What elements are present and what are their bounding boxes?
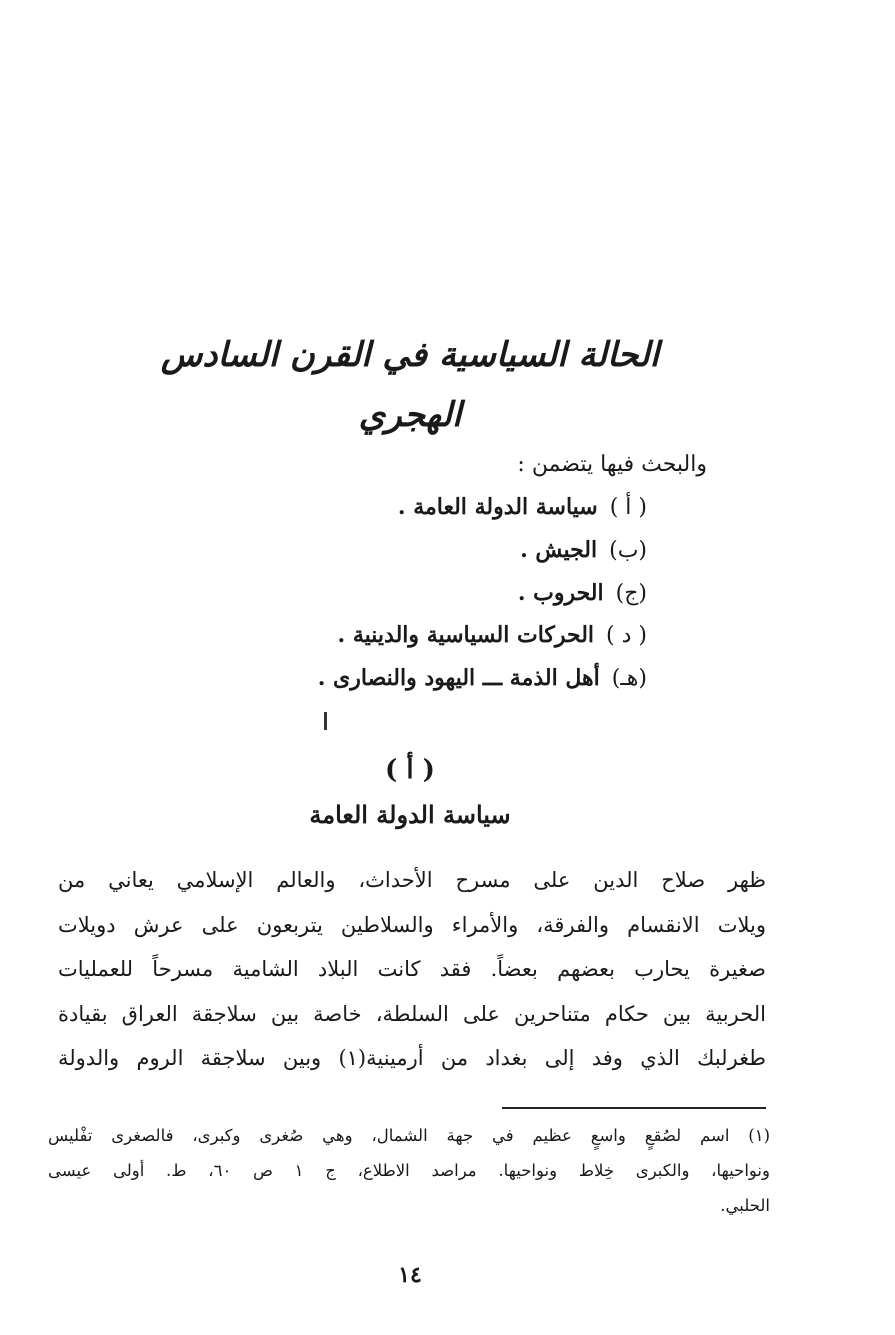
section-heading: سياسة الدولة العامة — [309, 800, 511, 829]
intro-line: والبحث فيها يتضمن : — [517, 452, 707, 477]
body-line: صغيرة يحارب بعضهم بعضاً. فقد كانت البلاد الشامية مسرحاً للعمليات — [58, 957, 766, 981]
footnote-line: الحلبي. — [720, 1196, 770, 1215]
body-line: ظهر صلاح الدين على مسرح الأحداث، والعالم الإسلامي يعاني من — [58, 868, 766, 892]
section-letter: ( أ ) — [385, 755, 435, 785]
toc-item-text: سياسة الدولة العامة . — [397, 494, 598, 520]
footnote-line: ونواحيها، والكبرى خِلاط ونواحيها. مراصد الاطلاع، ج ١ ص ٦٠، ط. أولى عيسى — [48, 1161, 770, 1180]
toc-item-mark: (هـ) — [611, 666, 647, 691]
page-number: ١٤ — [398, 1262, 422, 1288]
toc-item — [520, 535, 647, 566]
toc-item-mark: (ب) — [609, 538, 647, 563]
chapter-title: الحالة السياسية في القرن السادس الهجري — [160, 335, 660, 435]
body-line: ويلات الانقسام والفرقة، والأمراء والسلاطين يتربعون على عرش دويلات — [58, 912, 766, 937]
toc-item-mark: ( أ ) — [609, 495, 647, 520]
body-paragraph — [58, 858, 766, 1081]
footnote — [48, 1118, 770, 1223]
footnote-divider — [502, 1107, 766, 1109]
toc-item-mark: ( د ) — [606, 623, 647, 648]
toc-item — [338, 620, 647, 651]
body-line: طغرلبك الذي وفد إلى بغداد من أرمينية(١) وبين سلاجقة الروم والدولة — [58, 1046, 766, 1070]
toc-item-mark: (ج) — [615, 581, 647, 606]
toc-item — [398, 492, 647, 523]
toc-item — [518, 578, 647, 609]
toc-item — [318, 663, 647, 694]
body-line: الحربية بين حكام متناحرين على السلطة، خاصة بين سلاجقة العراق بقيادة — [58, 1001, 766, 1026]
toc-item-text: الحركات السياسية والدينية . — [337, 622, 595, 648]
footnote-line: (١) اسم لصُقعٍ واسعٍ عظيم في جهة الشمال، وهي صُغرى وكبرى، فالصغرى تفْليس — [48, 1126, 770, 1145]
scan-mark — [324, 712, 327, 730]
toc-item-text: الحروب . — [517, 580, 604, 606]
toc-item-text: الجيش . — [520, 537, 598, 563]
toc-item-text: أهل الذمة ـــ اليهود والنصارى . — [317, 665, 600, 691]
